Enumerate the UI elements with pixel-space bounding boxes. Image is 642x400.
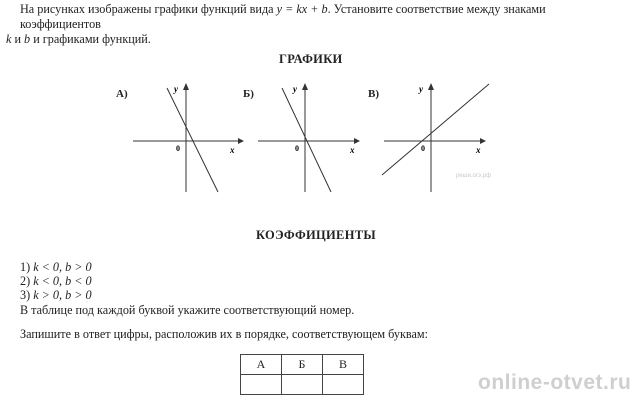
formula: y = kx + b [276,2,328,16]
graphs-title: ГРАФИКИ [279,52,343,66]
graph-b [250,80,370,195]
graph-label-b: Б) [243,88,254,100]
origin-label: 0 [421,144,425,153]
coefficients-title: КОЭФФИЦИЕНТЫ [256,228,376,242]
header-c: В [323,355,364,375]
x-axis-arrow [480,138,486,144]
graph-label-c: В) [368,88,379,100]
table-instruction: В таблице под каждой буквой укажите соответствующий номер. [20,303,355,317]
y-axis-arrow [428,83,434,90]
watermark-small: реши.огэ.рф [456,173,492,179]
answer-cell-c[interactable] [323,375,364,395]
y-axis-label: y [174,84,178,94]
graph-label-a: А) [116,88,128,100]
option-2: 2) k < 0, b < 0 [20,274,92,288]
answer-table [240,354,364,395]
watermark-site: online-otvet.ru [478,371,632,394]
function-line [167,88,218,192]
x-axis-arrow [354,138,360,144]
answer-instruction: Запишите в ответ цифры, расположив их в порядке, соответствующем буквам: [20,327,429,341]
graph-a [125,80,245,195]
intro-line-2: k и b и графиками функций. [6,32,151,46]
option-1: 1) k < 0, b > 0 [20,260,92,274]
task-intro [6,2,626,47]
option-3: 3) k > 0, b > 0 [20,288,92,302]
x-axis-label: x [350,145,355,155]
intro-line-1: На рисунках изображены графики функций вида y = kx + b. Установите соответствие между знаками коэффициентов [20,2,546,31]
answer-table-header-row [241,355,364,375]
x-axis-arrow [238,138,244,144]
y-axis-label: y [293,84,297,94]
origin-label: 0 [295,144,299,153]
coefficient-options [20,260,92,302]
answer-table-input-row [241,375,364,395]
function-line [282,88,331,192]
header-a: А [241,355,282,375]
y-axis-arrow [302,83,308,90]
answer-cell-b[interactable] [282,375,323,395]
y-axis-arrow [183,83,189,90]
x-axis-label: x [476,145,481,155]
y-axis-label: y [419,84,423,94]
answer-cell-a[interactable] [241,375,282,395]
header-b: Б [282,355,323,375]
x-axis-label: x [230,145,235,155]
function-line [382,84,489,175]
origin-label: 0 [176,144,180,153]
